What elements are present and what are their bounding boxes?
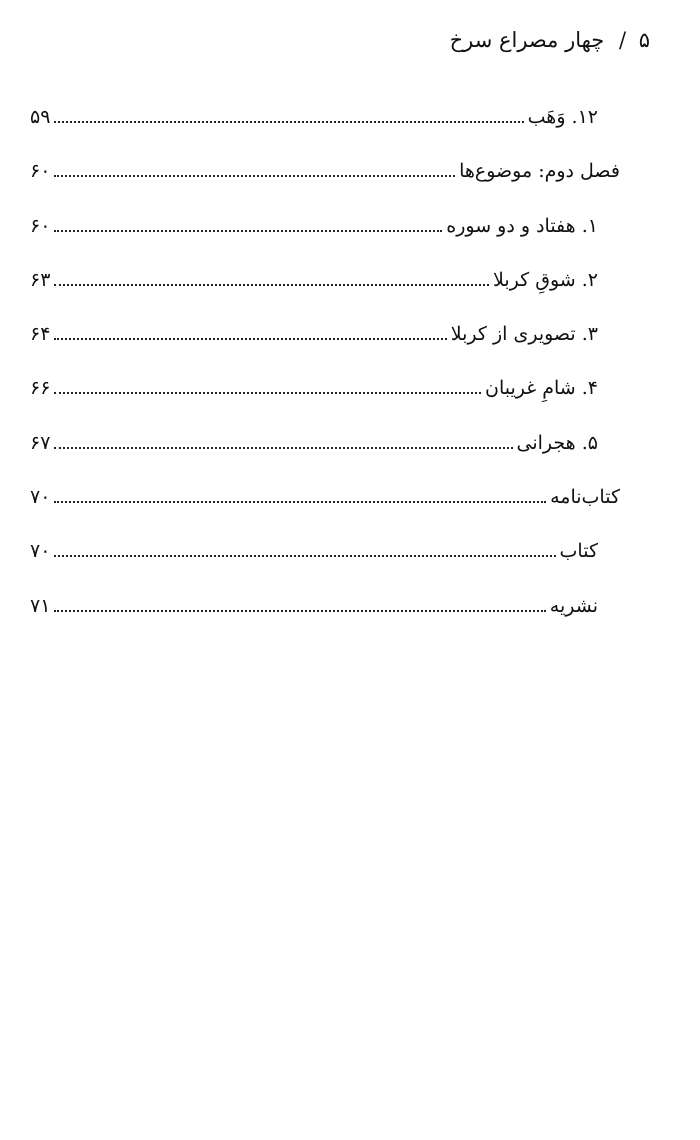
toc-entry[interactable] (0, 422, 700, 476)
toc-entry-page: ۶۰ (30, 214, 51, 237)
toc-dot-leader (54, 500, 546, 503)
toc-entry-page: ۶۳ (30, 268, 51, 291)
toc-entry[interactable] (0, 367, 700, 421)
toc-dot-leader (54, 229, 442, 232)
toc-entry[interactable] (0, 476, 700, 530)
toc-entry-title: ۴. شامِ غریبان (485, 377, 598, 400)
toc-entry-page: ۶۰ (30, 160, 51, 183)
toc-dot-leader (54, 174, 455, 177)
toc-entry-title: ۱۲. وَهَب (527, 106, 598, 128)
toc-entry-page: ۷۱ (30, 594, 51, 617)
table-of-contents (0, 96, 700, 639)
toc-entry-title: ۵. هجرانی (516, 431, 598, 454)
toc-dot-leader (54, 446, 513, 449)
toc-entry-title: ۲. شوقِ کربلا (493, 268, 598, 291)
toc-entry[interactable] (0, 530, 700, 584)
toc-dot-leader (54, 283, 489, 286)
toc-entry-title: ۳. تصویری از کربلا (450, 323, 598, 346)
toc-dot-leader (54, 120, 524, 123)
toc-dot-leader (54, 609, 546, 612)
toc-entry[interactable] (0, 150, 700, 204)
toc-entry[interactable] (0, 585, 700, 639)
toc-dot-leader (54, 391, 481, 394)
header-page-number: ۵ (638, 28, 650, 52)
toc-entry-page: ۷۰ (30, 540, 51, 563)
toc-entry-page: ۶۶ (30, 377, 51, 400)
toc-entry[interactable] (0, 259, 700, 313)
header-separator: / (618, 28, 627, 52)
toc-entry-title: کتاب‌نامه (550, 486, 620, 509)
toc-entry-page: ۵۹ (30, 106, 51, 128)
toc-entry-title: کتاب (559, 540, 598, 563)
toc-entry-title: نشریه (549, 594, 598, 617)
toc-entry-title: ۱. هفتاد و دو سوره (446, 214, 598, 237)
toc-entry[interactable] (0, 96, 700, 150)
header-book-title: چهار مصراع سرخ (449, 28, 605, 52)
toc-entry-page: ۷۰ (30, 486, 51, 509)
toc-dot-leader (54, 554, 556, 557)
toc-dot-leader (54, 337, 447, 340)
toc-entry-title: فصل دوم: موضوع‌ها (459, 160, 620, 183)
toc-entry-page: ۶۷ (30, 431, 51, 454)
toc-entry[interactable] (0, 205, 700, 259)
toc-entry[interactable] (0, 313, 700, 367)
running-header (450, 28, 650, 52)
toc-entry-page: ۶۴ (30, 323, 51, 346)
